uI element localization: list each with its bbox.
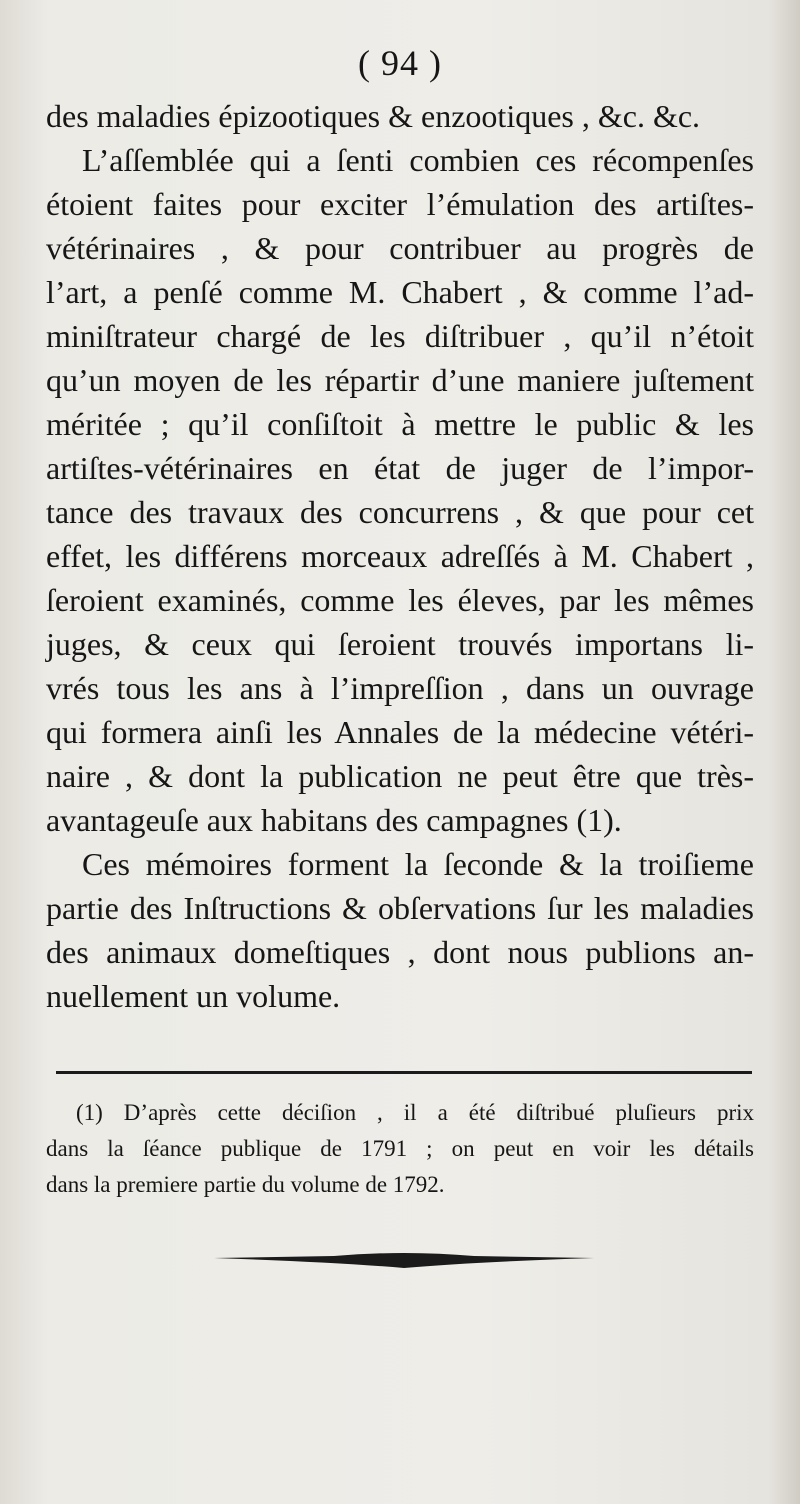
paragraph-line: partie des Inſtructions & obſervations ſur les maladies	[46, 890, 754, 926]
paragraph-line: ſeroient examinés, comme les éleves, par les mêmes	[46, 582, 754, 618]
paragraph-line: nuellement un volume.	[46, 978, 341, 1014]
footnote-rule	[56, 1071, 752, 1074]
paragraph-line: des animaux domeſtiques , dont nous publions an-	[46, 934, 754, 970]
paragraph-line: vétérinaires , & pour contribuer au progrès de	[46, 230, 754, 266]
footnote-line: dans la premiere partie du volume de 1792.	[46, 1172, 445, 1197]
paragraph-line: étoient faites pour exciter l’émulation des artiſtes-	[46, 186, 754, 222]
paragraph-line: des maladies épizootiques & enzootiques , &c. &c.	[46, 98, 701, 134]
paragraph-line: qui formera ainſi les Annales de la médecine vétéri-	[46, 714, 754, 750]
tail-ornament	[214, 1248, 594, 1270]
paragraph-line: artiſtes-vétérinaires en état de juger de l’impor-	[46, 450, 754, 486]
paragraph-line: Ces mémoires forment la ſeconde & la troiſieme	[82, 846, 754, 882]
footnote-line: (1) D’après cette déciſion , il a été diſtribué pluſieurs prix	[76, 1100, 754, 1125]
paragraph-line: effet, les différens morceaux adreſſés à M. Chabert ,	[46, 538, 754, 574]
footnote-line: dans la ſéance publique de 1791 ; on peut en voir les détails	[46, 1136, 754, 1161]
paragraph-line: qu’un moyen de les répartir d’une maniere juſtement	[46, 362, 754, 398]
page-number: ( 94 )	[358, 43, 442, 83]
paragraph-line: méritée ; qu’il conſiſtoit à mettre le public & les	[46, 406, 754, 442]
paragraph-line: naire , & dont la publication ne peut être que très-	[46, 758, 754, 794]
paragraph-line: juges, & ceux qui ſeroient trouvés importans li-	[46, 626, 754, 662]
paragraph-line: L’aſſemblée qui a ſenti combien ces récompenſes	[82, 142, 754, 178]
paragraph-line: l’art, a penſé comme M. Chabert , & comme l’ad-	[46, 274, 754, 310]
paragraph-line: vrés tous les ans à l’impreſſion , dans un ouvrage	[46, 670, 754, 706]
paragraph-line: miniſtrateur chargé de les diſtribuer , qu’il n’étoit	[46, 318, 754, 354]
paragraph-line: avantageuſe aux habitans des campagnes (1).	[46, 802, 622, 838]
paragraph-line: tance des travaux des concurrens , & que pour cet	[46, 494, 754, 530]
